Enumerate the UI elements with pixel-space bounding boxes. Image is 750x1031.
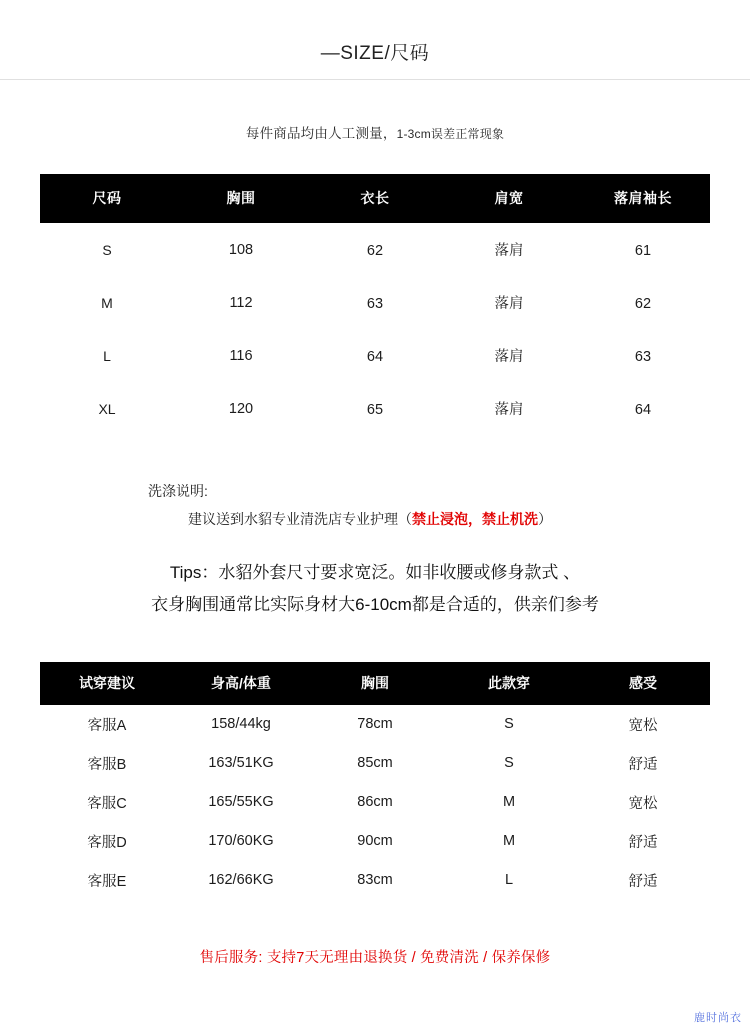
size-header-cell: 肩宽: [442, 174, 576, 223]
try-header-cell: 身高/体重: [174, 662, 308, 705]
size-chart-section: [40, 174, 710, 435]
table-cell: S: [504, 755, 514, 772]
table-cell: 158/44kg: [211, 716, 271, 733]
size-chart-table: [40, 174, 710, 435]
table-cell: 120: [228, 400, 254, 417]
table-cell: 客服E: [87, 873, 127, 890]
after-sales-service-note: 售后服务: 支持7天无理由退换货 / 免费清洗 / 保养保修: [199, 949, 551, 966]
size-header-cell: 尺码: [40, 174, 174, 223]
table-cell: 162/66KG: [208, 872, 274, 889]
table-header-row: [40, 662, 710, 705]
table-cell: M: [502, 833, 516, 850]
table-cell: XL: [98, 400, 116, 417]
table-cell: 客服A: [87, 717, 127, 734]
table-row: [40, 705, 710, 744]
measurement-note-tolerance: 1-3cm误差正常现象: [396, 127, 505, 141]
wash-line-prefix: 建议送到水貂专业清洗店专业护理（: [188, 511, 412, 527]
table-cell: 落肩: [494, 296, 524, 312]
table-cell: 落肩: [494, 243, 524, 259]
table-cell: L: [504, 872, 514, 889]
table-cell: 客服B: [87, 756, 127, 773]
fit-tips-line-1: Tips：水貂外套尺寸要求宽泛。如非收腰或修身款式 、: [169, 563, 581, 582]
page-title: —SIZE/尺码: [320, 43, 430, 64]
table-cell: 62: [634, 295, 652, 312]
table-cell: 170/60KG: [208, 833, 274, 850]
table-row: [40, 783, 710, 822]
table-cell: 165/55KG: [208, 794, 274, 811]
table-cell: 63: [366, 296, 384, 312]
try-header-cell: 此款穿: [442, 662, 576, 705]
table-row: [40, 744, 710, 783]
table-cell: 舒适: [628, 756, 658, 773]
table-cell: 宽松: [628, 717, 658, 734]
table-row: [40, 276, 710, 329]
table-cell: 64: [366, 349, 384, 365]
table-cell: 落肩: [494, 402, 524, 418]
table-cell: 85cm: [357, 755, 393, 772]
wash-instructions-title: 洗涤说明:: [148, 483, 208, 499]
table-cell: 63: [634, 348, 652, 365]
page-header: [0, 0, 750, 80]
try-on-table: [40, 662, 710, 900]
wash-instructions: [0, 477, 750, 533]
table-cell: L: [103, 347, 111, 364]
table-row: [40, 822, 710, 861]
table-cell: M: [502, 794, 516, 811]
table-row: [40, 223, 710, 276]
table-cell: 舒适: [628, 873, 658, 890]
size-header-cell: 落肩袖长: [576, 174, 710, 223]
shop-watermark: 鹿时尚衣: [694, 1012, 742, 1024]
table-cell: 112: [229, 294, 253, 311]
table-row: [40, 329, 710, 382]
table-row: [40, 382, 710, 435]
table-cell: 90cm: [357, 833, 393, 850]
table-cell: 客服D: [87, 834, 127, 851]
wash-line-suffix: ）: [538, 511, 552, 527]
fit-tips: [0, 557, 750, 622]
table-header-row: [40, 174, 710, 223]
try-on-section: [40, 662, 710, 900]
table-cell: 客服C: [87, 795, 127, 812]
fit-tips-line-2: 衣身胸围通常比实际身材大6-10cm都是合适的，供亲们参考: [151, 595, 599, 615]
try-header-cell: 胸围: [308, 662, 442, 705]
table-cell: 86cm: [357, 794, 393, 811]
table-cell: 65: [366, 402, 384, 418]
table-cell: 61: [634, 242, 652, 259]
table-cell: 落肩: [494, 349, 524, 365]
size-header-cell: 胸围: [174, 174, 308, 223]
measurement-note-main: 每件商品均由人工测量，: [245, 126, 397, 141]
table-cell: M: [101, 294, 113, 311]
table-cell: 舒适: [628, 834, 658, 851]
measurement-note: [0, 122, 750, 142]
wash-instructions-line: [148, 505, 750, 533]
try-on-body: [40, 705, 710, 900]
try-header-cell: 试穿建议: [40, 662, 174, 705]
size-header-cell: 衣长: [308, 174, 442, 223]
table-cell: 78cm: [357, 716, 393, 733]
table-cell: 108: [228, 241, 254, 258]
table-cell: 64: [634, 401, 652, 418]
table-cell: S: [102, 241, 112, 258]
size-chart-body: [40, 223, 710, 435]
table-row: [40, 861, 710, 900]
wash-line-warning: 禁止浸泡，禁止机洗: [412, 511, 538, 527]
table-cell: 62: [366, 243, 384, 259]
size-chart-header: [40, 174, 710, 223]
table-cell: 116: [229, 347, 253, 364]
table-cell: 83cm: [357, 872, 393, 889]
table-cell: 宽松: [628, 795, 658, 812]
try-header-cell: 感受: [576, 662, 710, 705]
try-on-header: [40, 662, 710, 705]
table-cell: 163/51KG: [208, 755, 274, 772]
table-cell: S: [504, 716, 514, 733]
